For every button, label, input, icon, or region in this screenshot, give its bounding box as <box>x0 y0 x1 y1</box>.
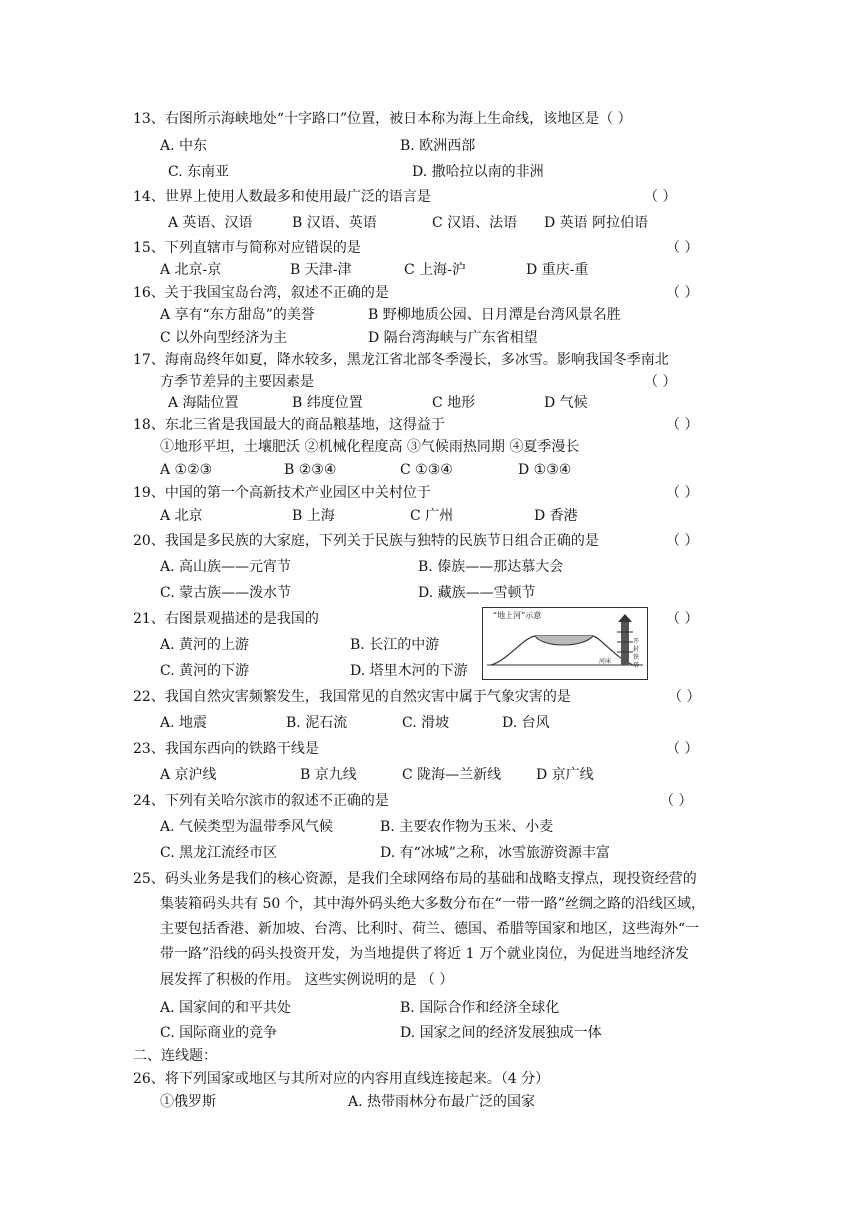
text-line: 展发挥了积极的作用。 这些实例说明的是 （ ） <box>160 972 454 988</box>
text-line: B 上海 <box>292 508 335 524</box>
text-line: A. 气候类型为温带季风气候 <box>160 819 334 835</box>
text-line: B 汉语、英语 <box>292 215 377 231</box>
text-line: D 英语 阿拉伯语 <box>544 215 649 231</box>
text-line: 23、我国东西向的铁路干线是 <box>133 741 319 757</box>
text-line: 二、连线题： <box>133 1048 217 1064</box>
text-line: D. 有“冰城”之称，冰雪旅游资源丰富 <box>380 845 610 861</box>
text-line: A. 黄河的上游 <box>160 637 250 653</box>
text-line: （ ） <box>668 689 701 705</box>
text-line: （ ） <box>644 189 677 205</box>
label-tower: 开封铁塔 <box>633 638 640 669</box>
text-line: 带一路”沿线的码头投资开发，为当地提供了将近 1 万个就业岗位，为促进当地经济发 <box>160 946 689 962</box>
text-line: C. 国际商业的竞争 <box>160 1025 278 1041</box>
text-line: B. 傣族——那达慕大会 <box>418 559 564 575</box>
text-line: （ ） <box>666 417 699 433</box>
text-line: B. 泥石流 <box>286 715 348 731</box>
text-line: A 北京-京 <box>160 262 222 278</box>
text-line: 24、下列有关哈尔滨市的叙述不正确的是 <box>133 793 389 809</box>
text-line: 26、将下列国家或地区与其所对应的内容用直线连接起来。（4 分） <box>133 1071 550 1087</box>
text-line: C. 黄河的下游 <box>160 663 250 679</box>
label-river-bed: 河床 <box>599 658 612 665</box>
text-line: B. 主要农作物为玉米、小麦 <box>380 819 554 835</box>
text-line: B ②③④ <box>284 462 337 478</box>
text-line: D. 塔里木河的下游 <box>350 663 468 679</box>
text-line: D 隔台湾海峡与广东省相望 <box>368 330 538 346</box>
figure-title: “地上河”示意 <box>493 611 542 620</box>
text-line: 15、下列直辖市与简称对应错误的是 <box>133 240 361 256</box>
text-line: C 地形 <box>432 395 476 411</box>
text-line: B. 欧洲西部 <box>400 138 476 154</box>
text-line: A. 高山族——元宵节 <box>160 559 292 575</box>
text-line: D. 国家之间的经济发展独成一体 <box>400 1025 602 1041</box>
text-line: 20、我国是多民族的大家庭，下列关于民族与独特的民族节日组合正确的是 <box>133 533 599 549</box>
text-line: （ ） <box>666 240 699 256</box>
text-line: D 重庆-重 <box>526 262 589 278</box>
text-line: A. 国家间的和平共处 <box>160 1000 292 1016</box>
text-line: D 气候 <box>544 395 588 411</box>
text-line: D. 藏族——雪顿节 <box>418 585 536 601</box>
text-line: ①俄罗斯 <box>160 1094 216 1110</box>
text-line: 19、中国的第一个高新技术产业园区中关村位于 <box>133 485 431 501</box>
text-line: 13、右图所示海峡地处“十字路口”位置，被日本称为海上生命线，该地区是（ ） <box>133 111 632 127</box>
text-line: A. 地震 <box>160 715 208 731</box>
text-line: B 天津-津 <box>290 262 352 278</box>
text-line: C. 滑坡 <box>402 715 450 731</box>
text-line: （ ） <box>660 793 693 809</box>
text-line: D. 撒哈拉以南的非洲 <box>412 164 544 180</box>
text-line: ①地形平坦，土壤肥沃 ②机械化程度高 ③气候雨热同期 ④夏季漫长 <box>160 439 580 455</box>
text-line: A. 热带雨林分布最广泛的国家 <box>348 1094 536 1110</box>
text-line: C 汉语、法语 <box>432 215 518 231</box>
text-line: C 广州 <box>410 508 454 524</box>
text-line: A 英语、汉语 <box>168 215 253 231</box>
text-line: 方季节差异的主要因素是 <box>160 374 314 390</box>
text-line: 17、海南岛终年如夏，降水较多，黑龙江省北部冬季漫长，多冰雪。影响我国冬季南北 <box>133 352 669 368</box>
text-line: C. 蒙古族——泼水节 <box>160 585 292 601</box>
text-line: B 京九线 <box>300 767 357 783</box>
text-line: 25、码头业务是我们的核心资源，是我们全球网络布局的基础和战略支撑点，现投资经营的 <box>133 871 697 887</box>
text-line: D ①③④ <box>518 462 572 478</box>
text-line: B. 国际合作和经济全球化 <box>400 1000 560 1016</box>
text-line: 21、右图景观描述的是我国的 <box>133 611 319 627</box>
text-line: C 上海-沪 <box>404 262 466 278</box>
text-line: C 陇海—兰新线 <box>402 767 502 783</box>
text-line: 18、东北三省是我国最大的商品粮基地，这得益于 <box>133 417 445 433</box>
text-line: （ ） <box>666 485 699 501</box>
above-ground-river-figure <box>482 607 648 680</box>
text-line: B. 长江的中游 <box>350 637 440 653</box>
text-line: D 京广线 <box>536 767 594 783</box>
text-line: A 享有“东方甜岛”的美誉 <box>160 307 315 323</box>
text-line: 集装箱码头共有 50 个，其中海外码头绝大多数分布在“一带一路”丝绸之路的沿线区域， <box>160 896 706 912</box>
text-line: 16、关于我国宝岛台湾，叙述不正确的是 <box>133 285 389 301</box>
text-line: （ ） <box>666 533 699 549</box>
text-line: （ ） <box>666 611 699 627</box>
text-line: A ①②③ <box>160 462 213 478</box>
text-line: A 京沪线 <box>160 767 217 783</box>
text-line: 主要包括香港、新加坡、台湾、比利时、荷兰、德国、希腊等国家和地区，这些海外“一 <box>160 921 700 937</box>
text-line: A. 中东 <box>160 138 208 154</box>
text-line: D 香港 <box>534 508 578 524</box>
text-line: 14、世界上使用人数最多和使用最广泛的语言是 <box>133 189 431 205</box>
text-line: （ ） <box>666 285 699 301</box>
text-line: C 以外向型经济为主 <box>160 330 288 346</box>
text-line: A 北京 <box>160 508 203 524</box>
text-line: B 野柳地质公园、日月潭是台湾风景名胜 <box>368 307 621 323</box>
text-line: B 纬度位置 <box>292 395 363 411</box>
text-line: （ ） <box>644 374 677 390</box>
text-line: A 海陆位置 <box>168 395 239 411</box>
text-line: （ ） <box>666 741 699 757</box>
text-line: C ①③④ <box>400 462 453 478</box>
text-line: D. 台风 <box>502 715 550 731</box>
text-line: C. 黑龙江流经市区 <box>160 845 278 861</box>
text-line: C. 东南亚 <box>168 164 230 180</box>
text-line: 22、我国自然灾害频繁发生，我国常见的自然灾害中属于气象灾害的是 <box>133 689 571 705</box>
river-cross-section <box>483 608 647 679</box>
